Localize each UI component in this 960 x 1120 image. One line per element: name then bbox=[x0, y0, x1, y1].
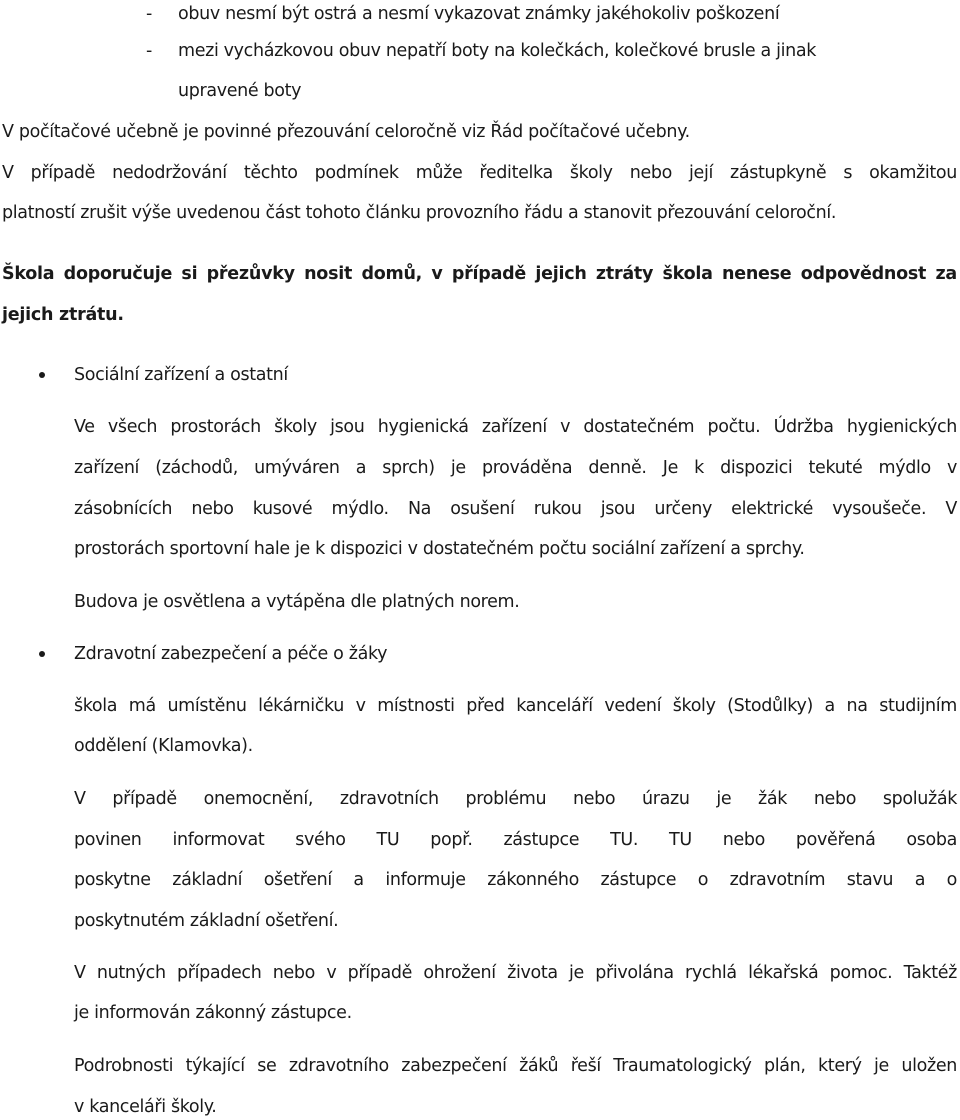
section-heading: Zdravotní zabezpečení a péče o žáky bbox=[74, 644, 388, 664]
paragraph-line: škola má umístěnu lékárničku v místnosti před kanceláří vedení školy (Stodůlky) a na studijním bbox=[74, 696, 957, 716]
paragraph-line: poskytnutém základní ošetření. bbox=[74, 911, 339, 931]
bullet-icon bbox=[39, 372, 45, 378]
list-item: obuv nesmí být ostrá a nesmí vykazovat známky jakéhokoliv poškození bbox=[178, 4, 780, 24]
paragraph-line: platností zrušit výše uvedenou část tohoto článku provozního řádu a stanovit přezouvání celoroční. bbox=[2, 203, 837, 223]
paragraph-line: zásobnících nebo kusové mýdlo. Na osušení rukou jsou určeny elektrické vysoušeče. V bbox=[74, 499, 957, 519]
paragraph-line: je informován zákonný zástupce. bbox=[74, 1003, 352, 1023]
paragraph-line: v kanceláři školy. bbox=[74, 1097, 217, 1117]
list-item: mezi vycházkovou obuv nepatří boty na kolečkách, kolečkové brusle a jinak bbox=[178, 41, 817, 61]
paragraph-line: V nutných případech nebo v případě ohrožení života je přivolána rychlá lékařská pomoc. Taktéž bbox=[74, 963, 957, 983]
paragraph-line: prostorách sportovní hale je k dispozici v dostatečném počtu sociální zařízení a sprchy. bbox=[74, 539, 805, 559]
paragraph-line: V případě nedodržování těchto podmínek může ředitelka školy nebo její zástupkyně s okamžitou bbox=[2, 163, 957, 183]
paragraph-line: povinen informovat svého TU popř. zástupce TU. TU nebo pověřená osoba bbox=[74, 830, 957, 850]
paragraph-line: zařízení (záchodů, umýváren a sprch) je prováděna denně. Je k dispozici tekuté mýdlo v bbox=[74, 458, 957, 478]
list-item-continuation: upravené boty bbox=[178, 81, 302, 101]
paragraph-line: Budova je osvětlena a vytápěna dle platných norem. bbox=[74, 592, 520, 612]
paragraph-line: poskytne základní ošetření a informuje zákonného zástupce o zdravotním stavu a o bbox=[74, 870, 957, 890]
list-marker: - bbox=[146, 41, 153, 61]
paragraph-line: V případě onemocnění, zdravotních problému nebo úrazu je žák nebo spolužák bbox=[74, 789, 957, 809]
bullet-icon bbox=[39, 651, 45, 657]
section-heading: Sociální zařízení a ostatní bbox=[74, 365, 288, 385]
bold-notice-line: Škola doporučuje si přezůvky nosit domů, v případě jejich ztráty škola nenese odpovědnost za bbox=[2, 264, 957, 284]
list-marker: - bbox=[146, 4, 153, 24]
paragraph-line: Ve všech prostorách školy jsou hygienická zařízení v dostatečném počtu. Údržba hygienických bbox=[74, 417, 957, 437]
paragraph-line: Podrobnosti týkající se zdravotního zabezpečení žáků řeší Traumatologický plán, který je uložen bbox=[74, 1056, 957, 1076]
bold-notice-line: jejich ztrátu. bbox=[2, 305, 124, 325]
paragraph-line: oddělení (Klamovka). bbox=[74, 736, 253, 756]
paragraph-line: V počítačové učebně je povinné přezouvání celoročně viz Řád počítačové učebny. bbox=[2, 122, 690, 142]
